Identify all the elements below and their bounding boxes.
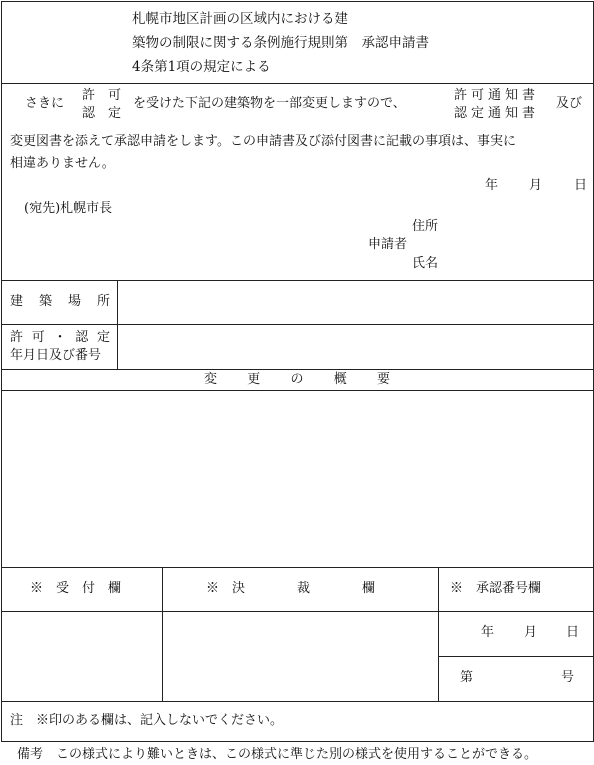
date-year: 年 [485,178,499,193]
label-char: 許 [10,330,24,345]
approval-number-dai: 第 [460,670,474,685]
label-char: 可 [31,330,45,345]
label-char: 築 [38,294,52,309]
site-label [10,294,110,310]
applicant-address-label: 住所 [412,219,439,234]
divider [2,369,593,370]
title-line-1: 札幌市地区計画の区域内における建 [132,11,348,27]
intro-oyobi: 及び [556,96,583,111]
summary-field[interactable] [3,391,592,566]
divider [2,567,593,568]
label-char: 認 [75,330,89,345]
intro-line-2: 変更図書を添えて承認申請をします。この申請書及び添付図書に記載の事項は、事実に [10,134,516,149]
label-char: 定 [96,330,110,345]
label-char: 建 [10,294,24,309]
intro-middle: を受けた下記の建築物を一部変更しますので、 [133,96,406,111]
title-line-3: 4条第1項の規定による [132,59,271,75]
permit-label-line-2: 年月日及び番号 [10,348,102,363]
title-line-2: 築物の制限に関する条例施行規則第 承認申請書 [132,35,429,51]
intro-doc-permit: 許可通知書 [454,88,540,103]
approval-date-month: 月 [524,625,538,640]
summary-header [204,372,390,388]
permit-field[interactable] [118,325,592,368]
intro-option-certify: 認 定 [82,106,122,121]
label-char: 要 [376,372,390,387]
divider [2,701,593,702]
date-day: 日 [574,178,588,193]
intro-prefix: さきに [25,96,65,111]
site-field[interactable] [118,281,592,323]
applicant-label: 申請者 [368,237,408,252]
decision-header: ※ 決 裁 欄 [206,581,376,596]
divider [2,83,593,84]
approval-date-year: 年 [481,625,495,640]
reception-header: ※ 受 付 欄 [30,581,122,596]
label-char: 変 [204,372,218,387]
intro-line-3: 相違ありません。 [10,156,115,171]
applicant-name-label: 氏名 [412,256,439,271]
approval-number-go: 号 [561,670,575,685]
divider [162,567,163,701]
label-char: ・ [53,330,67,345]
divider [438,656,593,657]
label-char: 所 [96,294,110,309]
note: 注 ※印のある欄は、記入しないでください。 [10,713,284,728]
permit-label-line-1 [10,330,110,346]
date-month: 月 [529,178,543,193]
intro-doc-certify: 認定通知書 [454,106,540,121]
divider [2,611,593,612]
approval-date-day: 日 [566,625,580,640]
addressee: (宛先)札幌市長 [24,201,113,216]
label-char: 場 [67,294,81,309]
label-char: 更 [247,372,261,387]
label-char: の [290,372,304,387]
divider [438,567,439,701]
intro-option-permit: 許 可 [82,88,122,103]
remarks: 備考 この様式により難いときは、この様式に準じた別の様式を使用することができる。 [17,747,538,762]
approval-number-header: ※ 承認番号欄 [450,581,542,596]
label-char: 概 [333,372,347,387]
